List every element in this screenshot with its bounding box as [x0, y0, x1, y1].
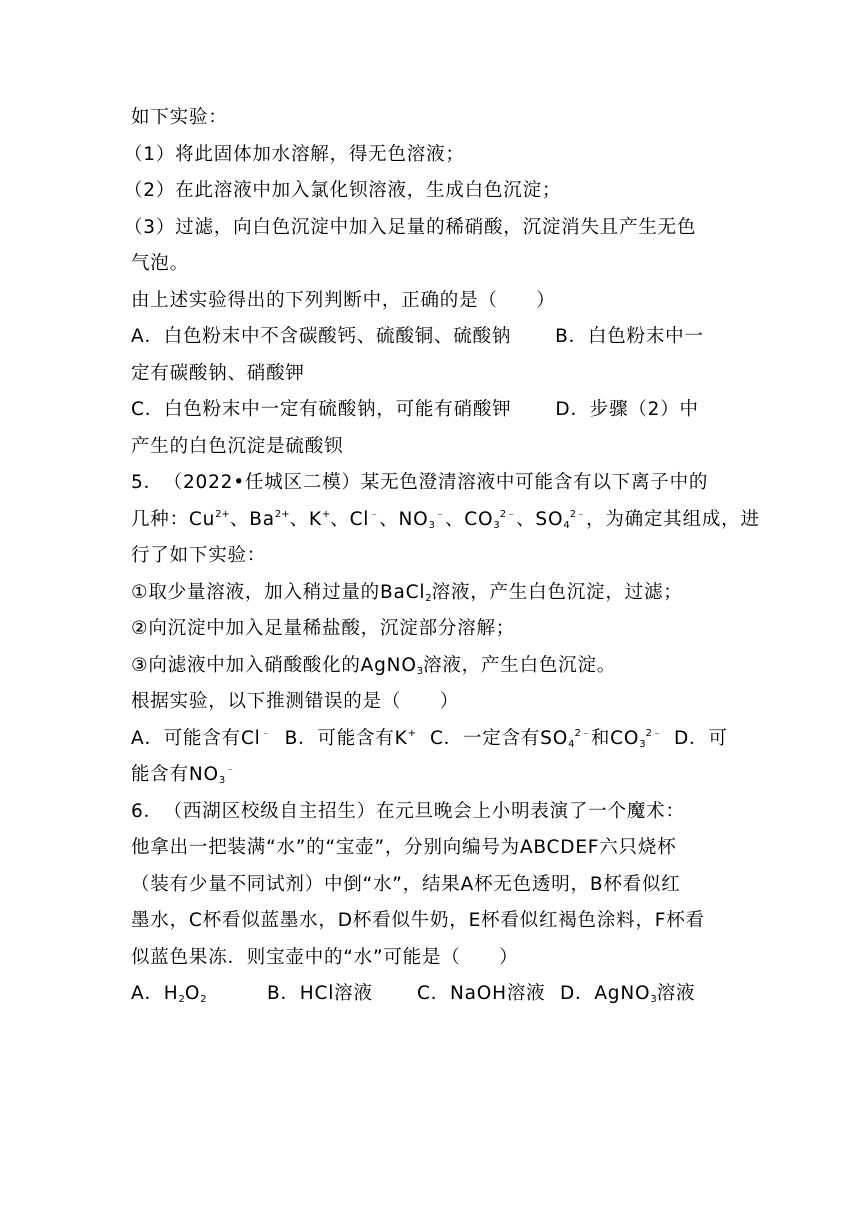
- q5-line-3: 行了如下实验：: [131, 545, 267, 566]
- step-3-continued: 气泡。: [131, 253, 189, 274]
- document-body: [124, 100, 760, 1013]
- step-2: （2）在此溶液中加入氯化钡溶液，生成白色沉淀；: [124, 180, 562, 201]
- q6-option-d: D．AgNO$_3$溶液: [560, 983, 696, 1005]
- q5-experiment-2: ②向沉淀中加入足量稀盐酸，沉淀部分溶解；: [131, 618, 516, 639]
- ion-ba: $Ba^{2+}$: [249, 508, 290, 530]
- q5-option-b: B．可能含有K+: [284, 727, 416, 749]
- q4-option-a: A．白色粉末中不含碳酸钙、硫酸铜、硫酸钠: [131, 326, 512, 347]
- q4-options-line-1: [131, 319, 731, 356]
- q6-option-c: C．NaOH溶液: [417, 983, 546, 1004]
- ion-so4: $SO_4^{2﹣}$: [535, 508, 587, 531]
- q5-ions-prefix: 几种：: [131, 508, 189, 530]
- q6-options-line: [131, 976, 731, 1013]
- step-1: （1）将此固体加水溶解，得无色溶液；: [124, 143, 465, 165]
- q4-option-d: D．步骤（2）中: [555, 399, 699, 420]
- q5-experiment-3: ③向滤液中加入硝酸酸化的AgNO$_3$溶液，产生白色沉淀。: [131, 654, 617, 677]
- ion-cl: Cl﹣: [349, 508, 380, 530]
- q5-options-line: [131, 721, 731, 758]
- q4-option-b: B．白色粉末中一: [555, 326, 704, 347]
- q5-experiment-1: ①取少量溶液，加入稍过量的BaCl$_2$溶液，产生白色沉淀，过滤；: [131, 581, 683, 604]
- q5-option-d-continued: 能含有$NO_3^﹣$: [131, 764, 236, 786]
- q5-option-d: D．可: [673, 727, 728, 749]
- q5-ions-suffix: ，为确定其组成，进: [586, 508, 760, 530]
- q6-line-5: 似蓝色果冻．则宝壶中的“水”可能是（ ）: [131, 946, 519, 968]
- q6-line-2: 他拿出一把装满“水”的“宝壶”，分别向编号为ABCDEF六只烧杯: [131, 837, 677, 858]
- q6-option-b: B．HCl溶液: [267, 983, 373, 1004]
- ion-k: K+: [308, 508, 331, 530]
- q4-option-c: C．白色粉末中一定有硫酸钠，可能有硝酸钾: [131, 399, 512, 420]
- q5-ions-line: 几种：$Cu^{2+}$、$Ba^{2+}$、K+、Cl﹣、$NO_3^﹣$、$CO_3^{2﹣}$、$SO_4^{2﹣}$，为确定其组成，进: [131, 508, 760, 531]
- q5-option-c: C．一定含有$SO_4^{2﹣}$和$CO_3^{2﹣}$: [429, 727, 662, 750]
- q4-stem: 由上述实验得出的下列判断中，正确的是（ ）: [131, 289, 556, 311]
- q4-option-b-continued: 定有碳酸钠、硝酸钾: [131, 362, 305, 384]
- q5-head: 5． （2022•任城区二模）某无色澄清溶液中可能含有以下离子中的: [131, 472, 709, 493]
- ion-co3: $CO_3^{2﹣}$: [464, 508, 517, 531]
- q6-option-a: A．$H_2O_2$: [131, 983, 207, 1005]
- q5-stem: 根据实验，以下推测错误的是（ ）: [131, 691, 460, 712]
- q5-option-a: A．可能含有Cl﹣: [131, 727, 271, 749]
- intro-line: 如下实验：: [131, 107, 228, 128]
- ion-no3: $NO_3^﹣$: [398, 508, 445, 531]
- q6-line-3: （装有少量不同试剂）中倒“水”，结果A杯无色透明，B杯看似红: [131, 873, 681, 895]
- q6-line-1: 6． （西湖区校级自主招生）在元旦晚会上小明表演了一个魔术：: [131, 800, 685, 822]
- q4-option-d-continued: 产生的白色沉淀是硫酸钡: [131, 435, 344, 457]
- ion-cu: $Cu^{2+}$: [188, 508, 230, 530]
- q4-options-line-2: [131, 392, 731, 429]
- q6-line-4: 墨水，C杯看似蓝墨水，D杯看似牛奶，E杯看似红褐色涂料，F杯看: [131, 910, 705, 931]
- step-3: （3）过滤，向白色沉淀中加入足量的稀硝酸，沉淀消失且产生无色: [124, 216, 697, 238]
